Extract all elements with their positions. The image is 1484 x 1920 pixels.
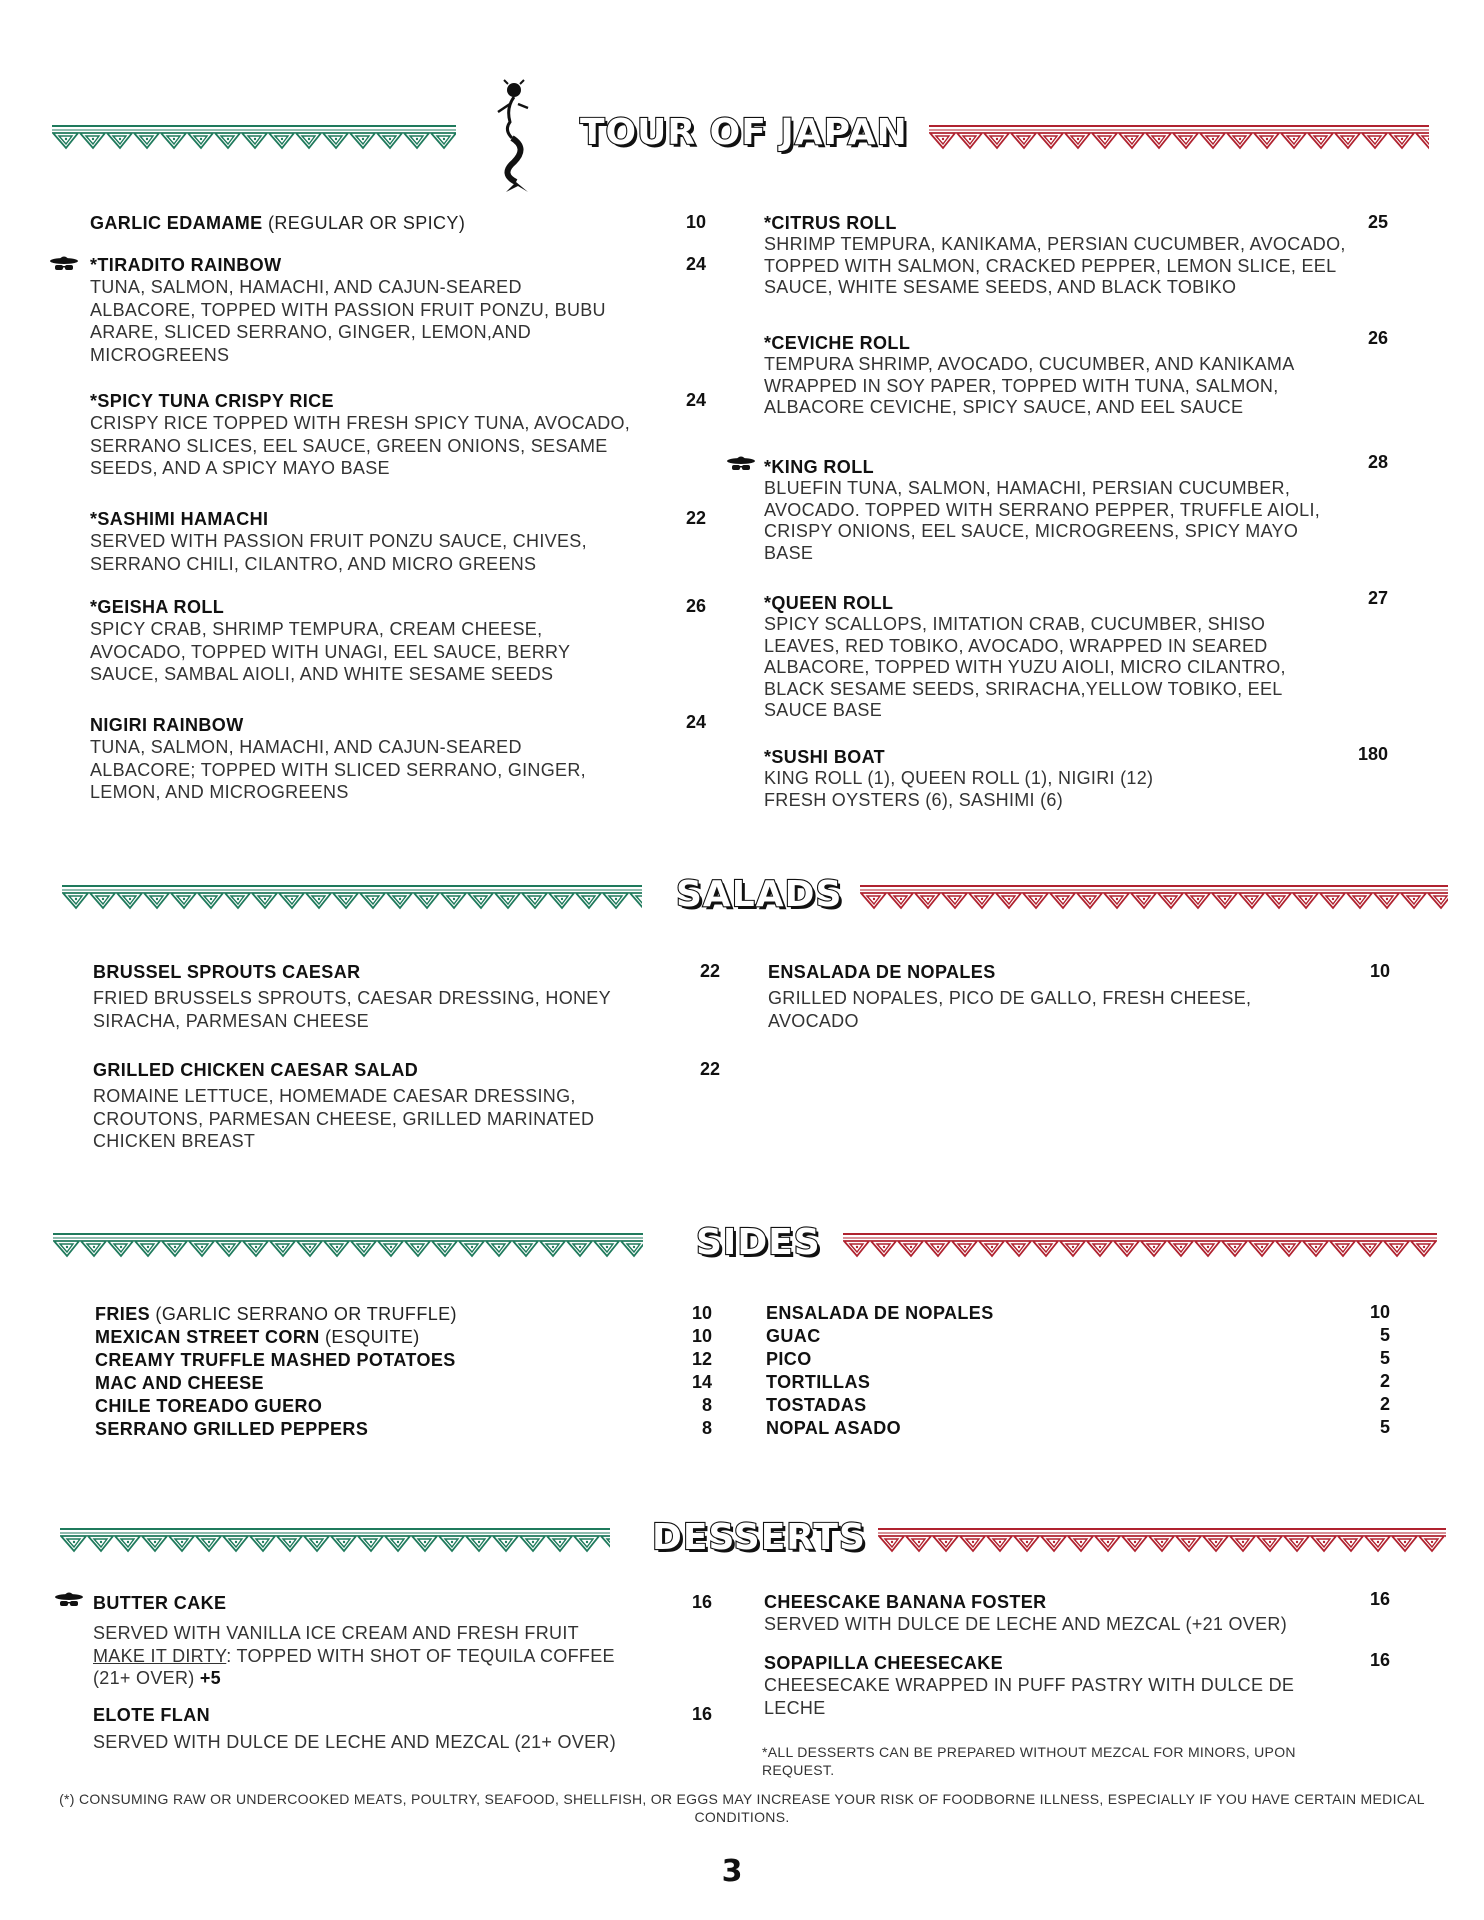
side-item: MEXICAN STREET CORN (ESQUITE) [95,1327,420,1347]
item-name: *SASHIMI HAMACHI [90,509,269,529]
item-name: ELOTE FLAN [93,1705,210,1725]
item-price: 25 [1367,212,1388,232]
item-name: *SPICY TUNA CRISPY RICE [90,391,334,411]
menu-item [93,1704,673,1754]
item-description: BLUEFIN TUNA, SALMON, HAMACHI, PERSIAN CUCUMBER, AVOCADO. TOPPED WITH SERRANO PEPPER, TRUFFLE AIOLI, CRISPY ONIONS, EEL SAUCE, MICROGREENS, SPICY MAYO BASE [764,478,1321,563]
section-title-desserts: DESSERTS [652,1517,866,1558]
decorative-band-green [62,884,642,914]
side-price: 14 [691,1372,712,1392]
side-item: MAC AND CHEESE [95,1373,264,1393]
side-price: 10 [691,1326,712,1346]
item-price: 24 [685,254,706,274]
side-price: 10 [1369,1302,1390,1322]
side-price: 5 [1379,1417,1390,1437]
item-price: 27 [1367,588,1388,608]
item-description: SERVED WITH DULCE DE LECHE AND MEZCAL (21+ OVER) [93,1732,617,1752]
menu-item [90,508,680,575]
item-description: TUNA, SALMON, HAMACHI, AND CAJUN-SEARED ALBACORE; TOPPED WITH SLICED SERRANO, GINGER, LEMON, AND MICROGREENS [90,737,586,802]
menu-item [90,212,670,234]
menu-item [93,1592,673,1690]
menu-item [768,961,1328,1032]
item-price: 180 [1357,744,1388,764]
item-name: BRUSSEL SPROUTS CAESAR [93,962,361,982]
side-price: 2 [1379,1371,1390,1391]
side-price: 10 [691,1303,712,1323]
item-name: *SUSHI BOAT [764,747,886,767]
item-name: BUTTER CAKE [93,1593,227,1613]
item-price: 26 [1367,328,1388,348]
item-price: 28 [1367,452,1388,472]
item-price: 22 [685,508,706,528]
sombrero-sunglasses-icon [54,1590,84,1610]
menu-item [764,456,1364,564]
menu-item [764,332,1364,419]
item-description: SPICY SCALLOPS, IMITATION CRAB, CUCUMBER, SHISO LEAVES, RED TOBIKO, AVOCADO, WRAPPED IN SEARED ALBACORE, TOPPED WITH YUZU AIOLI, MICRO CILANTRO, BLACK SESAME SEEDS, SRIRACHA,YELLOW TOBIKO, EEL SAUCE BASE [764,614,1286,720]
item-name: *TIRADITO RAINBOW [90,255,282,275]
item-description: FRIED BRUSSELS SPROUTS, CAESAR DRESSING, HONEY SIRACHA, PARMESAN CHEESE [93,988,611,1031]
item-name: ENSALADA DE NOPALES [768,962,996,982]
item-description: TEMPURA SHRIMP, AVOCADO, CUCUMBER, AND KANIKAMA WRAPPED IN SOY PAPER, TOPPED WITH TUNA, SALMON, ALBACORE CEVICHE, SPICY SAUCE, AND EEL SAUCE [764,354,1294,417]
menu-item [764,212,1374,299]
side-item: GUAC [766,1326,821,1346]
side-price: 8 [701,1395,712,1415]
item-description: CRISPY RICE TOPPED WITH FRESH SPICY TUNA, AVOCADO, SERRANO SLICES, EEL SAUCE, GREEN ONIONS, SESAME SEEDS, AND A SPICY MAYO BASE [90,413,631,478]
item-name: GARLIC EDAMAME [90,213,263,233]
menu-item [90,254,680,366]
decorative-band-red [878,1527,1446,1557]
side-price: 2 [1379,1394,1390,1414]
side-price: 5 [1379,1348,1390,1368]
item-name: *CITRUS ROLL [764,213,897,233]
menu-item [90,714,680,804]
side-price: 5 [1379,1325,1390,1345]
item-price: 16 [691,1704,712,1724]
item-description: SHRIMP TEMPURA, KANIKAMA, PERSIAN CUCUMBER, AVOCADO, TOPPED WITH SALMON, CRACKED PEPPER, LEMON SLICE, EEL SAUCE, WHITE SESAME SEEDS, AND BLACK TOBIKO [764,234,1346,297]
side-price: 8 [701,1418,712,1438]
sombrero-sunglasses-icon [49,254,79,274]
side-item: CHILE TOREADO GUERO [95,1396,323,1416]
menu-item [93,1059,673,1153]
item-price: 16 [691,1592,712,1612]
decorative-band-red [843,1232,1437,1262]
side-item: PICO [766,1349,812,1369]
menu-item [764,1591,1344,1636]
menu-item [90,596,680,686]
mermaid-logo-icon [484,78,546,194]
item-price: 22 [699,1059,720,1079]
item-name: *KING ROLL [764,457,874,477]
item-description: KING ROLL (1), QUEEN ROLL (1), NIGIRI (12) FRESH OYSTERS (6), SASHIMI (6) [764,768,1154,810]
decorative-band-red [929,124,1429,154]
item-description: GRILLED NOPALES, PICO DE GALLO, FRESH CHEESE, AVOCADO [768,988,1252,1031]
item-description: ROMAINE LETTUCE, HOMEMADE CAESAR DRESSING, CROUTONS, PARMESAN CHEESE, GRILLED MARINATED CHICKEN BREAST [93,1086,595,1151]
menu-item [90,390,690,480]
item-name: GRILLED CHICKEN CAESAR SALAD [93,1060,419,1080]
menu-item [93,961,673,1032]
section-title-salads: SALADS [676,874,843,915]
item-name: *CEVICHE ROLL [764,333,911,353]
sombrero-sunglasses-icon [726,454,756,474]
item-name: SOPAPILLA CHEESECAKE [764,1653,1004,1673]
item-name: NIGIRI RAINBOW [90,715,244,735]
side-item: TORTILLAS [766,1372,871,1392]
item-price: 22 [699,961,720,981]
add-on-price: +5 [199,1668,221,1688]
decorative-band-green [60,1527,610,1557]
item-description: CHEESECAKE WRAPPED IN PUFF PASTRY WITH DULCE DE LECHE [764,1675,1295,1718]
side-item: NOPAL ASADO [766,1418,902,1438]
item-name: *GEISHA ROLL [90,597,225,617]
decorative-band-green [52,124,456,154]
item-price: 10 [685,212,706,232]
menu-item [764,1652,1344,1719]
side-item: FRIES (GARLIC SERRANO OR TRUFFLE) [95,1304,457,1324]
item-description: SPICY CRAB, SHRIMP TEMPURA, CREAM CHEESE, AVOCADO, TOPPED WITH UNAGI, EEL SAUCE, BERRY SAUCE, SAMBAL AIOLI, AND WHITE SESAME SEEDS [90,619,570,684]
item-price: 24 [685,390,706,410]
item-name: CHEESCAKE BANANA FOSTER [764,1592,1047,1612]
make-it-dirty-label: MAKE IT DIRTY [93,1645,227,1666]
section-title-sides: SIDES [696,1222,821,1263]
side-item: TOSTADAS [766,1395,867,1415]
side-price: 12 [691,1349,712,1369]
decorative-band-red [860,884,1448,914]
item-price: 16 [1369,1589,1390,1609]
item-price: 24 [685,712,706,732]
item-description: SERVED WITH DULCE DE LECHE AND MEZCAL (+21 OVER) [764,1614,1288,1634]
decorative-band-green [53,1232,643,1262]
menu-item [764,592,1364,722]
item-description: SERVED WITH VANILLA ICE CREAM AND FRESH FRUIT MAKE IT DIRTY: TOPPED WITH SHOT OF TEQUILA COFFEE (21+ OVER) +5 [93,1623,615,1688]
menu-item [764,746,1364,811]
item-description: TUNA, SALMON, HAMACHI, AND CAJUN-SEARED ALBACORE, TOPPED WITH PASSION FRUIT PONZU, BUBU ARARE, SLICED SERRANO, GINGER, LEMON,AND MICROGREENS [90,277,606,365]
section-title-tour-of-japan: TOUR OF JAPAN [580,112,908,153]
item-extra: (REGULAR OR SPICY) [268,213,466,233]
foodborne-illness-disclaimer: (*) CONSUMING RAW OR UNDERCOOKED MEATS, POULTRY, SEAFOOD, SHELLFISH, OR EGGS MAY INCREASE YOUR RISK OF FOODBORNE ILLNESS, ESPECIALLY IF YOU HAVE CERTAIN MEDICAL CONDITIONS. [59,1791,1425,1825]
side-item: CREAMY TRUFFLE MASHED POTATOES [95,1350,456,1370]
item-price: 16 [1369,1650,1390,1670]
item-price: 26 [685,596,706,616]
item-name: *QUEEN ROLL [764,593,894,613]
page-number: 3 [721,1854,743,1889]
item-description: SERVED WITH PASSION FRUIT PONZU SAUCE, CHIVES, SERRANO CHILI, CILANTRO, AND MICRO GREENS [90,531,587,574]
desserts-note: *ALL DESSERTS CAN BE PREPARED WITHOUT MEZCAL FOR MINORS, UPON REQUEST. [762,1744,1296,1778]
item-price: 10 [1369,961,1390,981]
side-item: ENSALADA DE NOPALES [766,1303,994,1323]
side-item: SERRANO GRILLED PEPPERS [95,1419,369,1439]
